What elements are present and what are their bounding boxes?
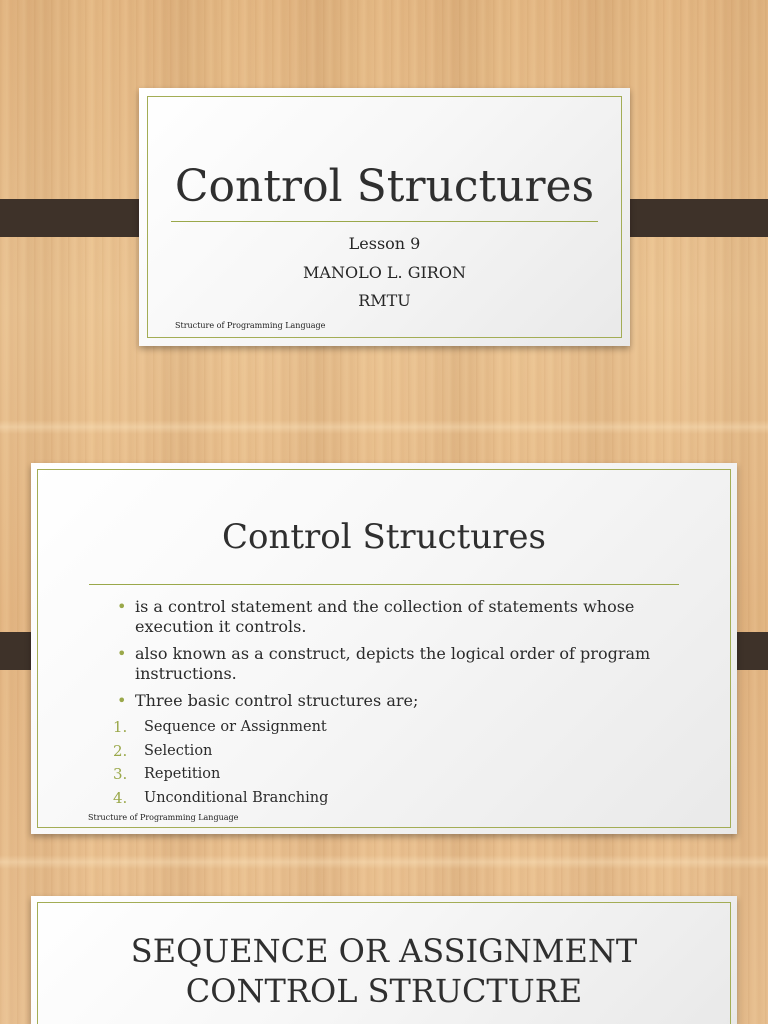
slide-2-title: Control Structures [222, 517, 546, 557]
numbered-item [113, 788, 328, 812]
bullet-dot-icon: • [117, 691, 127, 710]
bullet-item [117, 597, 707, 637]
bullet-text: is a control statement and the collection of statements whose execution it controls. [135, 597, 635, 636]
slide-3[interactable] [31, 896, 737, 1024]
slide-1[interactable] [139, 88, 630, 346]
slide-1-lesson: Lesson 9 [348, 234, 421, 253]
wood-highlight [0, 420, 768, 434]
item-number: 2. [113, 741, 128, 760]
slide-2-bullet-list [117, 597, 707, 718]
wood-highlight [0, 855, 768, 869]
bullet-item [117, 644, 707, 684]
bullet-dot-icon: • [117, 597, 127, 616]
bullet-text: also known as a construct, depicts the logical order of program instructions. [135, 644, 651, 683]
bullet-dot-icon: • [117, 644, 127, 663]
slide-3-title-line-1: SEQUENCE OR ASSIGNMENT [130, 932, 638, 970]
bullet-text: Three basic control structures are; [135, 691, 419, 710]
slide-2[interactable] [31, 463, 737, 834]
slide-1-author: MANOLO L. GIRON [303, 263, 466, 282]
bullet-item [117, 691, 707, 711]
slide-1-band-right [612, 199, 768, 237]
slide-2-numbered-list [113, 717, 328, 812]
item-text: Selection [144, 742, 213, 759]
slide-1-band-left [0, 199, 156, 237]
slide-2-title-rule [89, 584, 679, 585]
item-text: Repetition [144, 766, 221, 783]
item-text: Sequence or Assignment [144, 719, 327, 735]
slide-2-footer: Structure of Programming Language [88, 813, 239, 822]
numbered-item [113, 741, 328, 765]
slide-1-title-rule [171, 221, 598, 222]
numbered-item [113, 764, 328, 788]
item-number: 1. [113, 718, 128, 736]
numbered-item [113, 717, 328, 741]
item-number: 3. [113, 765, 128, 784]
item-number: 4. [113, 789, 128, 808]
slide-1-title: Control Structures [174, 161, 595, 212]
slide-1-institution: RMTU [358, 291, 411, 310]
slide-3-title-line-2: CONTROL STRUCTURE [185, 972, 583, 1010]
slide-1-footer: Structure of Programming Language [175, 321, 326, 330]
item-text: Unconditional Branching [144, 790, 329, 807]
